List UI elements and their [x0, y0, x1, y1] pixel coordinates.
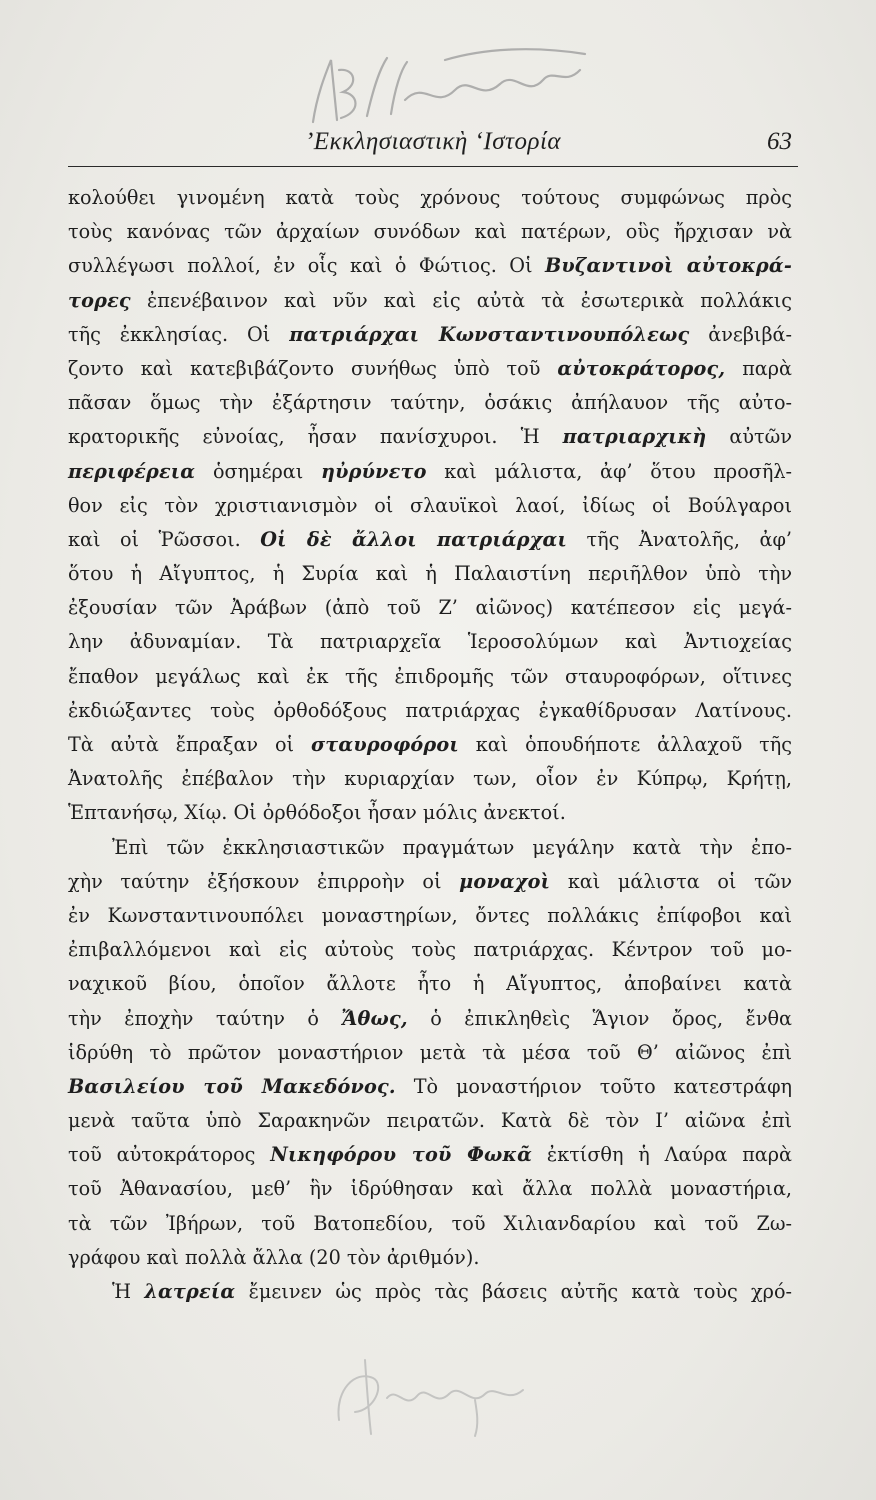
text-run: ἐκτίσθη ἡ Λαύρα παρὰ — [532, 1143, 793, 1167]
emphasized-term: ηὐρύνετο — [320, 459, 427, 483]
text-run: καὶ οἱ Ῥῶσσοι. — [68, 527, 261, 551]
text-run: χὴν ταύτην ἐξήσκουν ἐπιρροὴν οἱ — [68, 869, 460, 893]
body-text — [68, 181, 792, 1309]
text-line — [68, 1207, 792, 1241]
emphasized-term: Βασιλείου τοῦ Μακεδόνος. — [68, 1074, 396, 1098]
text-run: ναχικοῦ βίου, ὁποῖον ἄλλοτε ἦτο ἡ Αἴγυπτος, ἀποβαίνει κατὰ — [68, 972, 792, 996]
text-run: Ἑπτανήσῳ, Χίῳ. Οἱ ὀρθόδοξοι ἦσαν μόλις ἀνεκτοί. — [68, 801, 566, 825]
text-run: τοὺς κανόνας τῶν ἀρχαίων συνόδων καὶ πατέρων, οὓς ἤρχισαν νὰ — [68, 220, 792, 244]
text-line — [68, 1172, 792, 1206]
text-run: Τὰ αὐτὰ ἔπραξαν οἱ — [68, 733, 311, 756]
text-line — [68, 1241, 792, 1275]
text-line — [68, 933, 792, 967]
text-line — [68, 694, 792, 728]
text-run: ἐξουσίαν τῶν Ἀράβων (ἀπὸ τοῦ Ζ’ αἰῶνος) κατέπεσον εἰς μεγά- — [68, 596, 792, 620]
text-line — [68, 1036, 792, 1070]
emphasized-term: πατριάρχαι Κωνσταντινουπόλεως — [289, 322, 690, 346]
text-run: αὐτῶν — [706, 425, 792, 449]
header-rule — [68, 166, 798, 167]
emphasized-term: αὐτοκράτορος, — [557, 356, 726, 380]
emphasized-term: πατριαρχικὴ — [562, 425, 707, 449]
text-run: καὶ ὁπουδήποτε ἀλλαχοῦ τῆς — [458, 733, 792, 756]
text-line — [68, 557, 792, 591]
text-run: καὶ μάλιστα, ἀφ’ ὅτου προσῆλ- — [426, 459, 793, 483]
text-run: Ἀνατολῆς ἐπέβαλον τὴν κυριαρχίαν των, οἷον ἐν Κύπρῳ, Κρήτῃ, — [68, 767, 792, 791]
text-run: ἐπενέβαινον καὶ νῦν καὶ εἰς αὐτὰ τὰ ἐσωτερικὰ πολλάκις — [130, 288, 792, 312]
text-run: πᾶσαν ὅμως τὴν ἐξάρτησιν ταύτην, ὁσάκις ἀπήλαυον τῆς αὐτο- — [68, 391, 792, 415]
text-line — [68, 318, 792, 352]
text-line — [68, 1275, 792, 1309]
text-run: λην ἀδυναμίαν. Τὰ πατριαρχεῖα Ἱεροσολύμων καὶ Ἀντιοχείας — [68, 630, 792, 654]
emphasized-term: περιφέρεια — [68, 459, 196, 483]
text-run: τοῦ Ἀθανασίου, μεθ’ ἣν ἱδρύθησαν καὶ ἄλλα πολλὰ μοναστήρια, — [68, 1177, 792, 1201]
emphasized-term: Ἄθως, — [341, 1006, 408, 1030]
handwritten-signature-top — [295, 40, 595, 135]
text-line — [68, 967, 792, 1001]
text-line — [68, 489, 792, 523]
text-line — [68, 865, 792, 899]
text-run: τὴν ἐποχὴν ταύτην ὁ — [68, 1006, 342, 1030]
text-run: κολούθει γινομένη κατὰ τοὺς χρόνους τούτους συμφώνως πρὸς — [68, 186, 792, 209]
text-run: ζοντο καὶ κατεβιβάζοντο συνήθως ὑπὸ τοῦ — [68, 356, 558, 380]
emphasized-term: Βυζαντινοὶ αὐτοκρά- — [544, 254, 793, 278]
text-line — [68, 1002, 792, 1036]
text-run: ὁσημέραι — [195, 459, 321, 483]
text-run: ἔπαθον μεγάλως καὶ ἐκ τῆς ἐπιδρομῆς τῶν σταυροφόρων, οἵτινες — [68, 664, 792, 688]
text-line — [68, 1104, 792, 1138]
text-run: Ἡ — [112, 1280, 145, 1303]
text-line — [68, 899, 792, 933]
page-number: 63 — [767, 128, 792, 155]
text-run: ἐν Κωνσταντινουπόλει μοναστηρίων, ὄντες πολλάκις ἐπίφοβοι καὶ — [68, 903, 792, 927]
text-run: παρὰ — [725, 356, 793, 380]
text-line — [68, 796, 792, 830]
text-run: τὰ τῶν Ἰβήρων, τοῦ Βατοπεδίου, τοῦ Χιλιανδαρίου καὶ τοῦ Ζω- — [68, 1211, 792, 1235]
text-run: ἐπιβαλλόμενοι καὶ εἰς αὐτοὺς τοὺς πατριάρχας. Κέντρον τοῦ μο- — [68, 938, 792, 962]
text-run: καὶ μάλιστα οἱ τῶν — [550, 869, 793, 893]
text-line — [68, 215, 792, 249]
text-line — [68, 352, 792, 386]
text-run: ὁ ἐπικληθεὶς Ἅγιον ὄρος, ἔνθα — [407, 1006, 793, 1030]
text-run: ἐκδιώξαντες τοὺς ὀρθοδόξους πατριάρχας ἐγκαθίδρυσαν Λατίνους. — [68, 698, 792, 722]
text-run: ἱδρύθη τὸ πρῶτον μοναστήριον μετὰ τὰ μέσα τοῦ Θ’ αἰῶνος ἐπὶ — [68, 1040, 792, 1064]
text-run: ὅτου ἡ Αἴγυπτος, ἡ Συρία καὶ ἡ Παλαιστίνη περιῆλθον ὑπὸ τὴν — [68, 562, 792, 586]
text-line — [68, 455, 792, 489]
emphasized-term: σταυροφόροι — [310, 733, 459, 756]
text-line — [68, 420, 792, 454]
text-line — [68, 660, 792, 694]
text-run: τῆς Ἀνατολῆς, ἀφ’ — [567, 527, 792, 551]
page-header — [68, 128, 798, 162]
text-line — [68, 1138, 792, 1172]
text-run: κρατορικῆς εὐνοίας, ἦσαν πανίσχυροι. Ἡ — [68, 425, 563, 449]
text-run: τοῦ αὐτοκράτορος — [68, 1143, 271, 1167]
text-line — [68, 1070, 792, 1104]
text-line — [68, 762, 792, 796]
text-line — [68, 386, 792, 420]
text-run: Τὸ μοναστήριον τοῦτο κατεστράφη — [395, 1074, 792, 1098]
running-title: ’Εκκλησιαστικὴ ‘Ιστορία — [304, 128, 562, 155]
text-run: ἀνεβιβά- — [689, 322, 792, 346]
emphasized-term: Οἱ δὲ ἄλλοι πατριάρχαι — [260, 527, 568, 551]
text-run: μενὰ ταῦτα ὑπὸ Σαρακηνῶν πειρατῶν. Κατὰ δὲ τὸν Ι’ αἰῶνα ἐπὶ — [68, 1109, 792, 1133]
text-run: Ἐπὶ τῶν ἐκκλησιαστικῶν πραγμάτων μεγάλην κατὰ τὴν ἐπο- — [112, 835, 792, 859]
emphasized-term: Νικηφόρου τοῦ Φωκᾶ — [270, 1143, 533, 1167]
text-line — [68, 625, 792, 659]
emphasized-term: λατρεία — [144, 1280, 236, 1303]
text-run: ἔμεινεν ὡς πρὸς τὰς βάσεις αὐτῆς κατὰ τοὺς χρό- — [235, 1280, 792, 1303]
text-line — [68, 728, 792, 762]
emphasized-term: τορες — [68, 288, 131, 312]
text-run: θον εἰς τὸν χριστιανισμὸν οἱ σλαυϊκοὶ λαοί, ἰδίως οἱ Βούλγαροι — [68, 493, 792, 517]
text-line — [68, 249, 792, 283]
text-run: γράφου καὶ πολλὰ ἄλλα (20 τὸν ἀριθμόν). — [68, 1245, 480, 1269]
text-run: συλλέγωσι πολλοί, ἐν οἷς καὶ ὁ Φώτιος. Οἱ — [68, 254, 545, 278]
text-line — [68, 591, 792, 625]
emphasized-term: μοναχοὶ — [459, 869, 551, 893]
handwritten-signature-bottom — [325, 1350, 545, 1440]
text-line — [68, 831, 792, 865]
text-run: τῆς ἐκκλησίας. Οἱ — [68, 322, 290, 346]
text-line — [68, 523, 792, 557]
text-line — [68, 181, 792, 215]
text-line — [68, 284, 792, 318]
